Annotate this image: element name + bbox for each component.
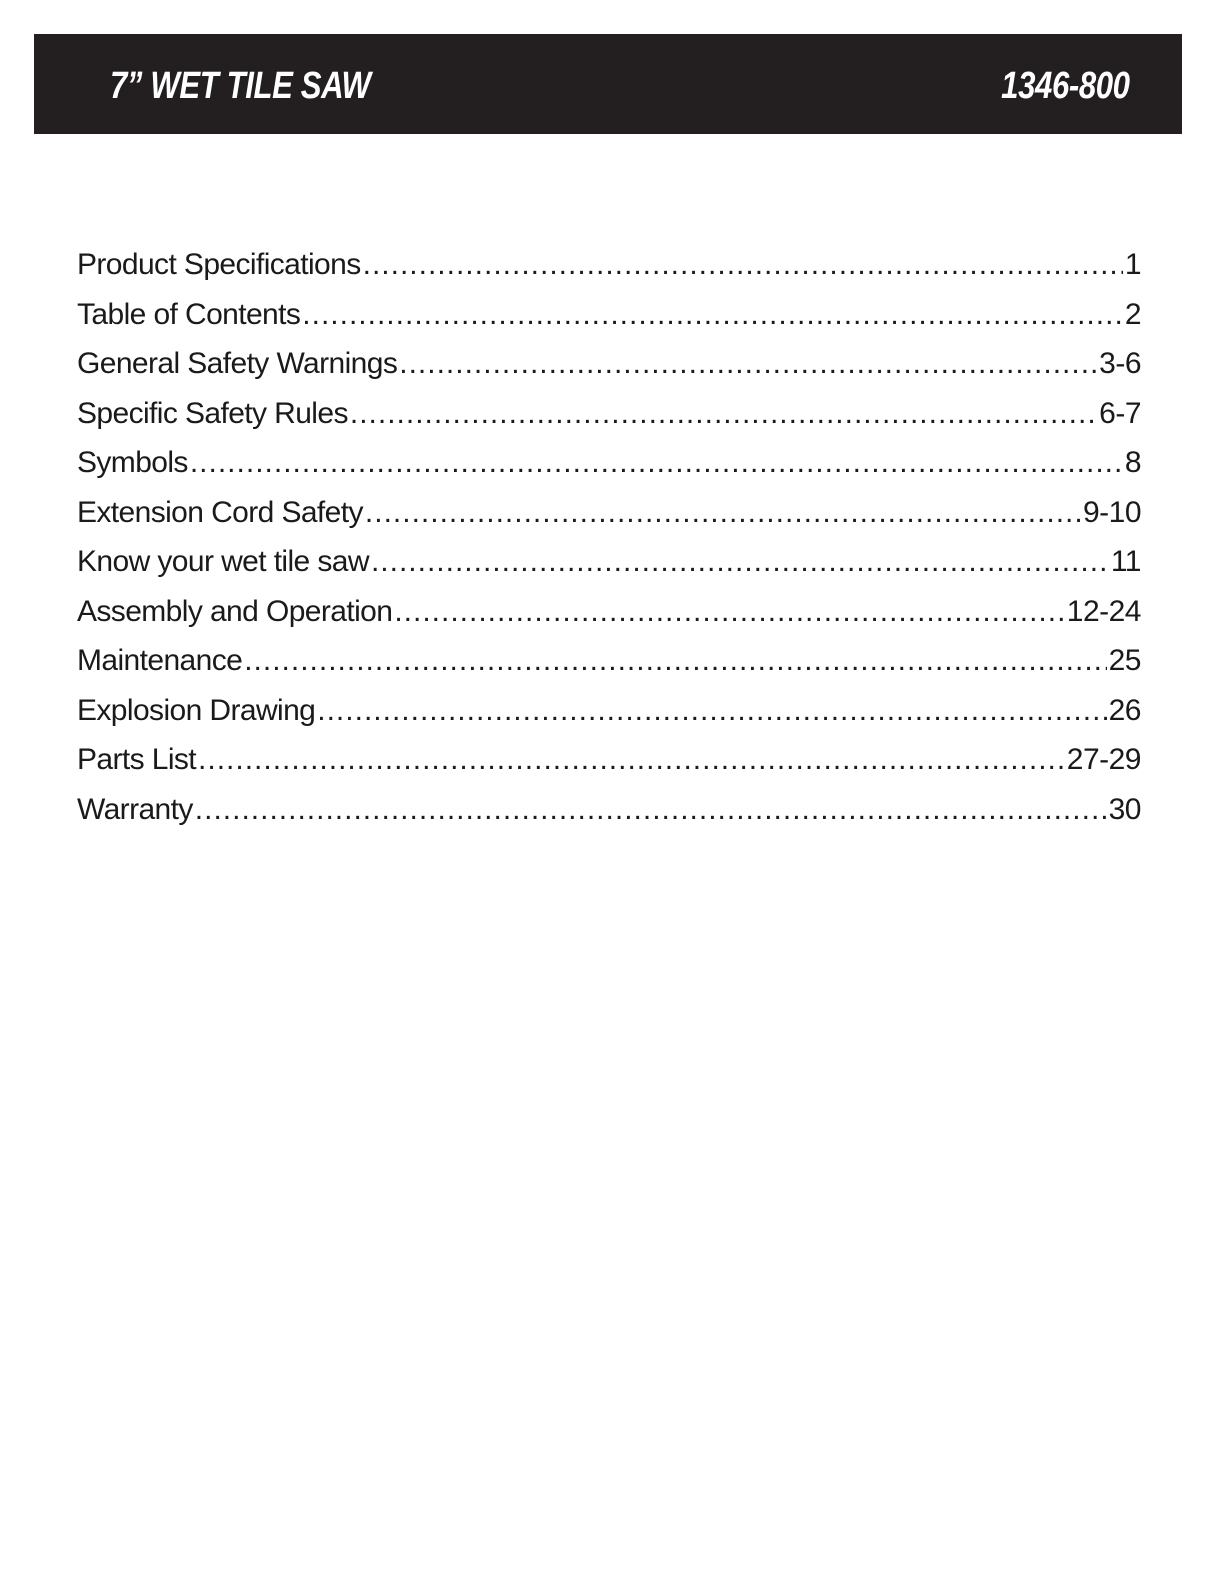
toc-entry-page: 6-7 bbox=[1099, 396, 1141, 430]
toc-entry-label: Extension Cord Safety bbox=[77, 495, 363, 529]
toc-entry-label: Warranty bbox=[77, 792, 193, 826]
toc-dot-leader bbox=[195, 785, 1107, 835]
toc-dot-leader bbox=[190, 438, 1123, 488]
toc-entry-label: Table of Contents bbox=[77, 297, 301, 331]
toc-entry[interactable] bbox=[77, 339, 1141, 389]
toc-dot-leader bbox=[399, 339, 1097, 389]
toc-entry-label: Specific Safety Rules bbox=[77, 396, 348, 430]
toc-entry[interactable] bbox=[77, 636, 1141, 686]
header-bar bbox=[34, 34, 1182, 134]
toc-entry-label: Parts List bbox=[77, 743, 197, 776]
toc-entry-page: 9-10 bbox=[1082, 495, 1141, 529]
toc-entry[interactable] bbox=[77, 587, 1141, 637]
toc-dot-leader bbox=[363, 240, 1123, 290]
toc-entry-page: 8 bbox=[1124, 446, 1141, 479]
toc-dot-leader bbox=[302, 290, 1123, 340]
table-of-contents bbox=[77, 240, 1141, 834]
toc-entry[interactable] bbox=[77, 389, 1141, 439]
toc-entry-page: 11 bbox=[1110, 545, 1141, 578]
toc-entry-page: 30 bbox=[1108, 792, 1141, 826]
model-number: 1346-800 bbox=[1001, 65, 1130, 107]
toc-entry-label: General Safety Warnings bbox=[77, 347, 398, 380]
toc-dot-leader bbox=[317, 686, 1106, 736]
toc-dot-leader bbox=[198, 735, 1065, 785]
toc-entry-label: Product Specifications bbox=[77, 248, 361, 281]
toc-entry-page: 26 bbox=[1108, 693, 1141, 727]
toc-entry-label: Maintenance bbox=[77, 644, 243, 677]
toc-entry[interactable] bbox=[77, 537, 1141, 587]
toc-dot-leader bbox=[244, 636, 1106, 686]
toc-entry[interactable] bbox=[77, 290, 1141, 340]
toc-dot-leader bbox=[394, 587, 1064, 637]
toc-dot-leader bbox=[365, 488, 1081, 538]
toc-entry[interactable] bbox=[77, 686, 1141, 736]
toc-entry-page: 1 bbox=[1124, 248, 1141, 281]
toc-dot-leader bbox=[350, 389, 1097, 439]
toc-entry[interactable] bbox=[77, 438, 1141, 488]
toc-entry-label: Symbols bbox=[77, 446, 188, 479]
toc-entry-page: 3-6 bbox=[1099, 347, 1141, 380]
product-title: 7” WET TILE SAW bbox=[110, 65, 371, 107]
toc-entry[interactable] bbox=[77, 488, 1141, 538]
toc-entry-page: 12-24 bbox=[1066, 594, 1141, 628]
toc-dot-leader bbox=[371, 537, 1109, 587]
toc-entry-label: Explosion Drawing bbox=[77, 693, 316, 727]
toc-entry-page: 27-29 bbox=[1066, 743, 1141, 776]
toc-entry[interactable] bbox=[77, 785, 1141, 835]
toc-entry-label: Know your wet tile saw bbox=[77, 545, 369, 578]
toc-entry-page: 2 bbox=[1124, 297, 1141, 331]
toc-entry-label: Assembly and Operation bbox=[77, 594, 393, 628]
toc-entry-page: 25 bbox=[1108, 644, 1141, 677]
toc-entry[interactable] bbox=[77, 735, 1141, 785]
toc-entry[interactable] bbox=[77, 240, 1141, 290]
